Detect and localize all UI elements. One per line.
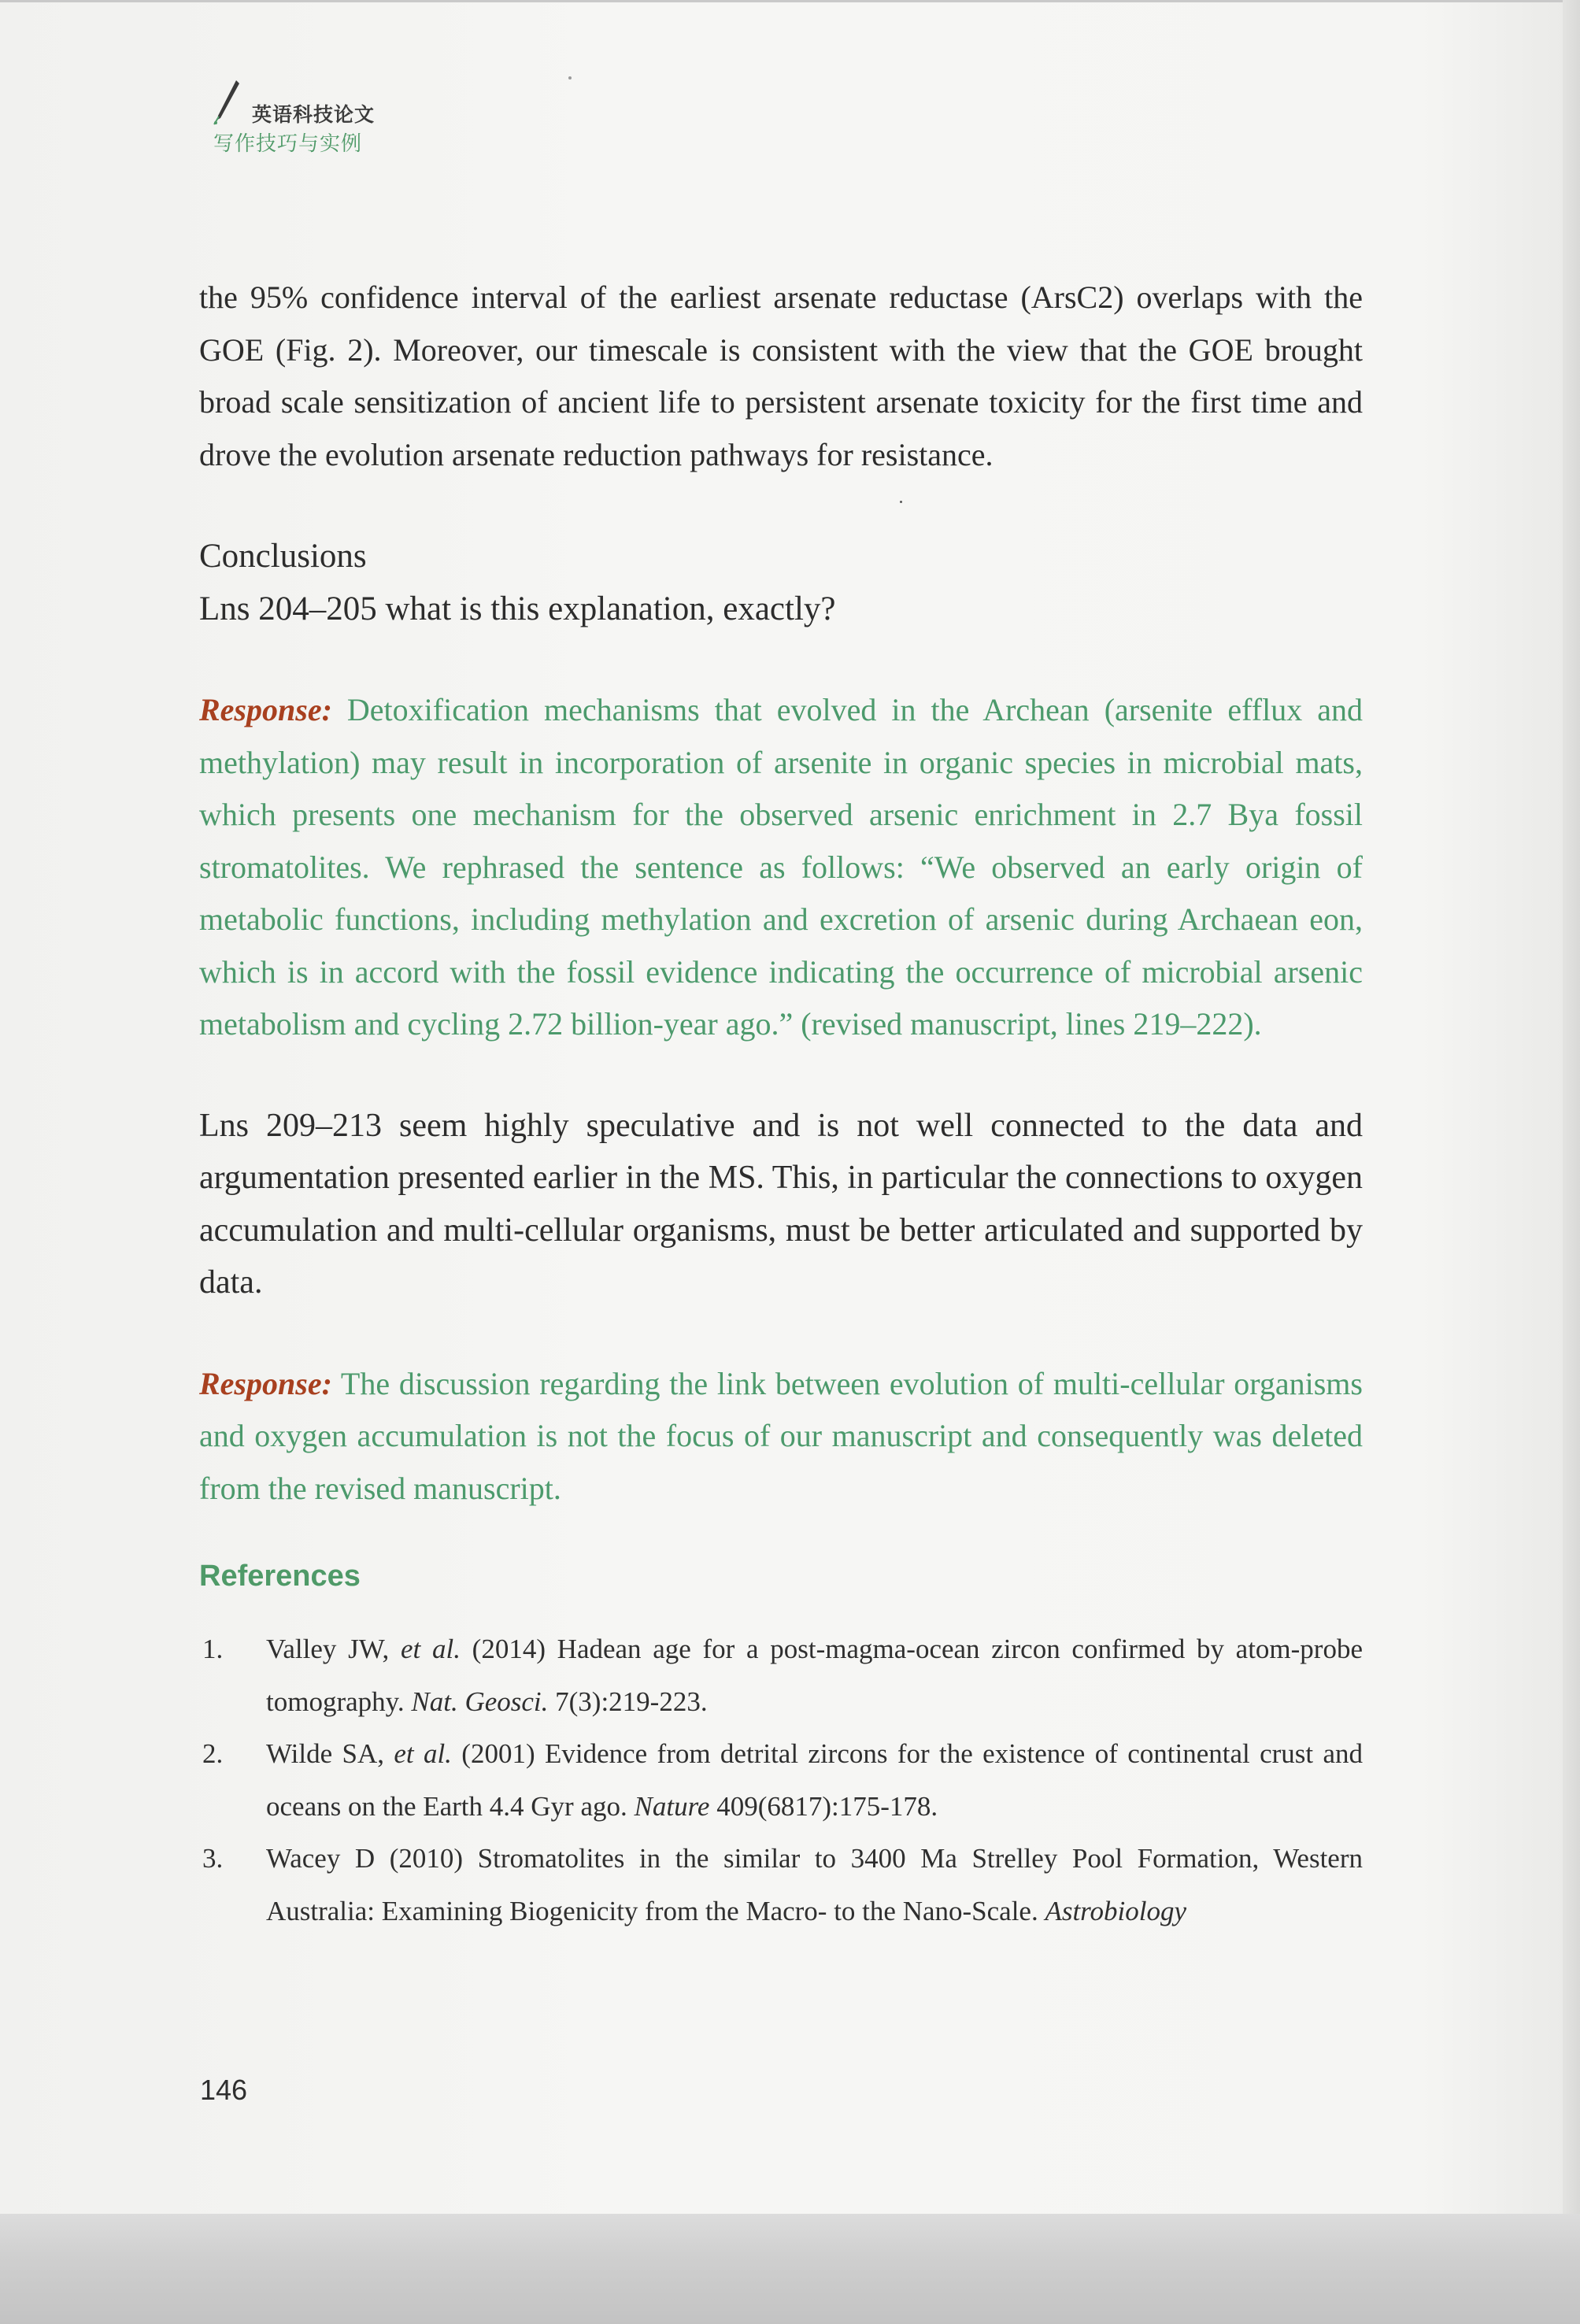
response-text: Detoxification mechanisms that evolved in the Archean (arsenite efflux and methylation) may result in incorporation of arsenite in organic species in microbial mats, which presents one mechanism for the observed arsenic enrichment in 2.7 Bya fossil stromatolites. We rephrased the sentence as follows: “We observed an early origin of metabolic functions, including methylation and excretion of arsenic during Archaean eon, which is in accord with the fossil evidence indicating the occurrence of microbial arsenic metabolism and cycling 2.72 billion-year ago.” (revised manuscript, lines 219–222). [199, 692, 1363, 1042]
reference-number: 2. [202, 1738, 224, 1769]
reference-number: 1. [202, 1634, 224, 1664]
series-title: 英语科技论文 [252, 103, 376, 126]
reference-item [199, 1728, 1363, 1833]
references-heading: References [199, 1560, 361, 1593]
reference-text: (2001) Evidence from detrital zircons for the existence of continental crust and oceans on the Earth 4.4 Gyr ago. [266, 1738, 1364, 1822]
reference-journal: Nature [634, 1790, 710, 1822]
body-paragraph: the 95% confidence interval of the earliest arsenate reductase (ArsC2) overlaps with the GOE (Fig. 2). Moreover, our timescale is consistent with the view that the GOE brought broad scale sensitization of ancient life to persistent arsenate toxicity for the first time and drove the evolution arsenate reduction pathways for resistance. [199, 279, 1363, 472]
reference-etal: et al. [401, 1634, 461, 1664]
reference-authors: Wilde SA, [266, 1738, 394, 1769]
top-rule [0, 0, 1563, 2]
response-text: The discussion regarding the link between evolution of multi-cellular organisms and oxygen accumulation is not the focus of our manuscript and consequently was deleted from the revised manuscript. [199, 1365, 1363, 1506]
reference-journal: Astrobiology [1045, 1895, 1186, 1926]
response-paragraph [199, 684, 1363, 1051]
reference-tail: 409(6817):175-178. [709, 1790, 938, 1822]
running-header [195, 77, 431, 164]
response-label: Response: [199, 1365, 332, 1401]
page-right-edge [1563, 0, 1580, 2214]
scan-bottom-shadow [0, 2214, 1580, 2324]
scan-speck [568, 76, 572, 80]
response-paragraph [199, 1358, 1363, 1515]
response-label: Response: [199, 692, 332, 727]
page-number: 146 [200, 2074, 248, 2106]
main-content [199, 272, 1363, 1937]
reference-authors: Valley JW, [266, 1634, 401, 1664]
references-list [199, 1623, 1363, 1937]
reference-etal: et al. [394, 1738, 452, 1769]
reviewer-comment: Lns 204–205 what is this explanation, exactly? [199, 590, 836, 627]
pen-icon [211, 79, 242, 126]
reference-text: (2014) Hadean age for a post-magma-ocean zircon confirmed by atom-probe tomography. [266, 1634, 1363, 1717]
reference-journal: Nat. Geosci. [411, 1686, 549, 1717]
series-subtitle: 写作技巧与实例 [213, 132, 363, 156]
section-heading: Conclusions [199, 538, 367, 575]
reference-item [199, 1623, 1363, 1728]
reference-text: Wacey D (2010) Stromatolites in the similar to 3400 Ma Strelley Pool Formation, Western Australia: Examining Biogenicity from the Macro- to the Nano-Scale. [266, 1843, 1363, 1926]
reference-item [199, 1833, 1363, 1937]
reference-number: 3. [202, 1843, 224, 1874]
reviewer-comment: Lns 209–213 seem highly speculative and is not well connected to the data and argumentation presented earlier in the MS. This, in particular the connections to oxygen accumulation and multi-cellular organisms, must be better articulated and supported by data. [199, 1107, 1363, 1301]
reference-tail: 7(3):219-223. [548, 1686, 708, 1717]
